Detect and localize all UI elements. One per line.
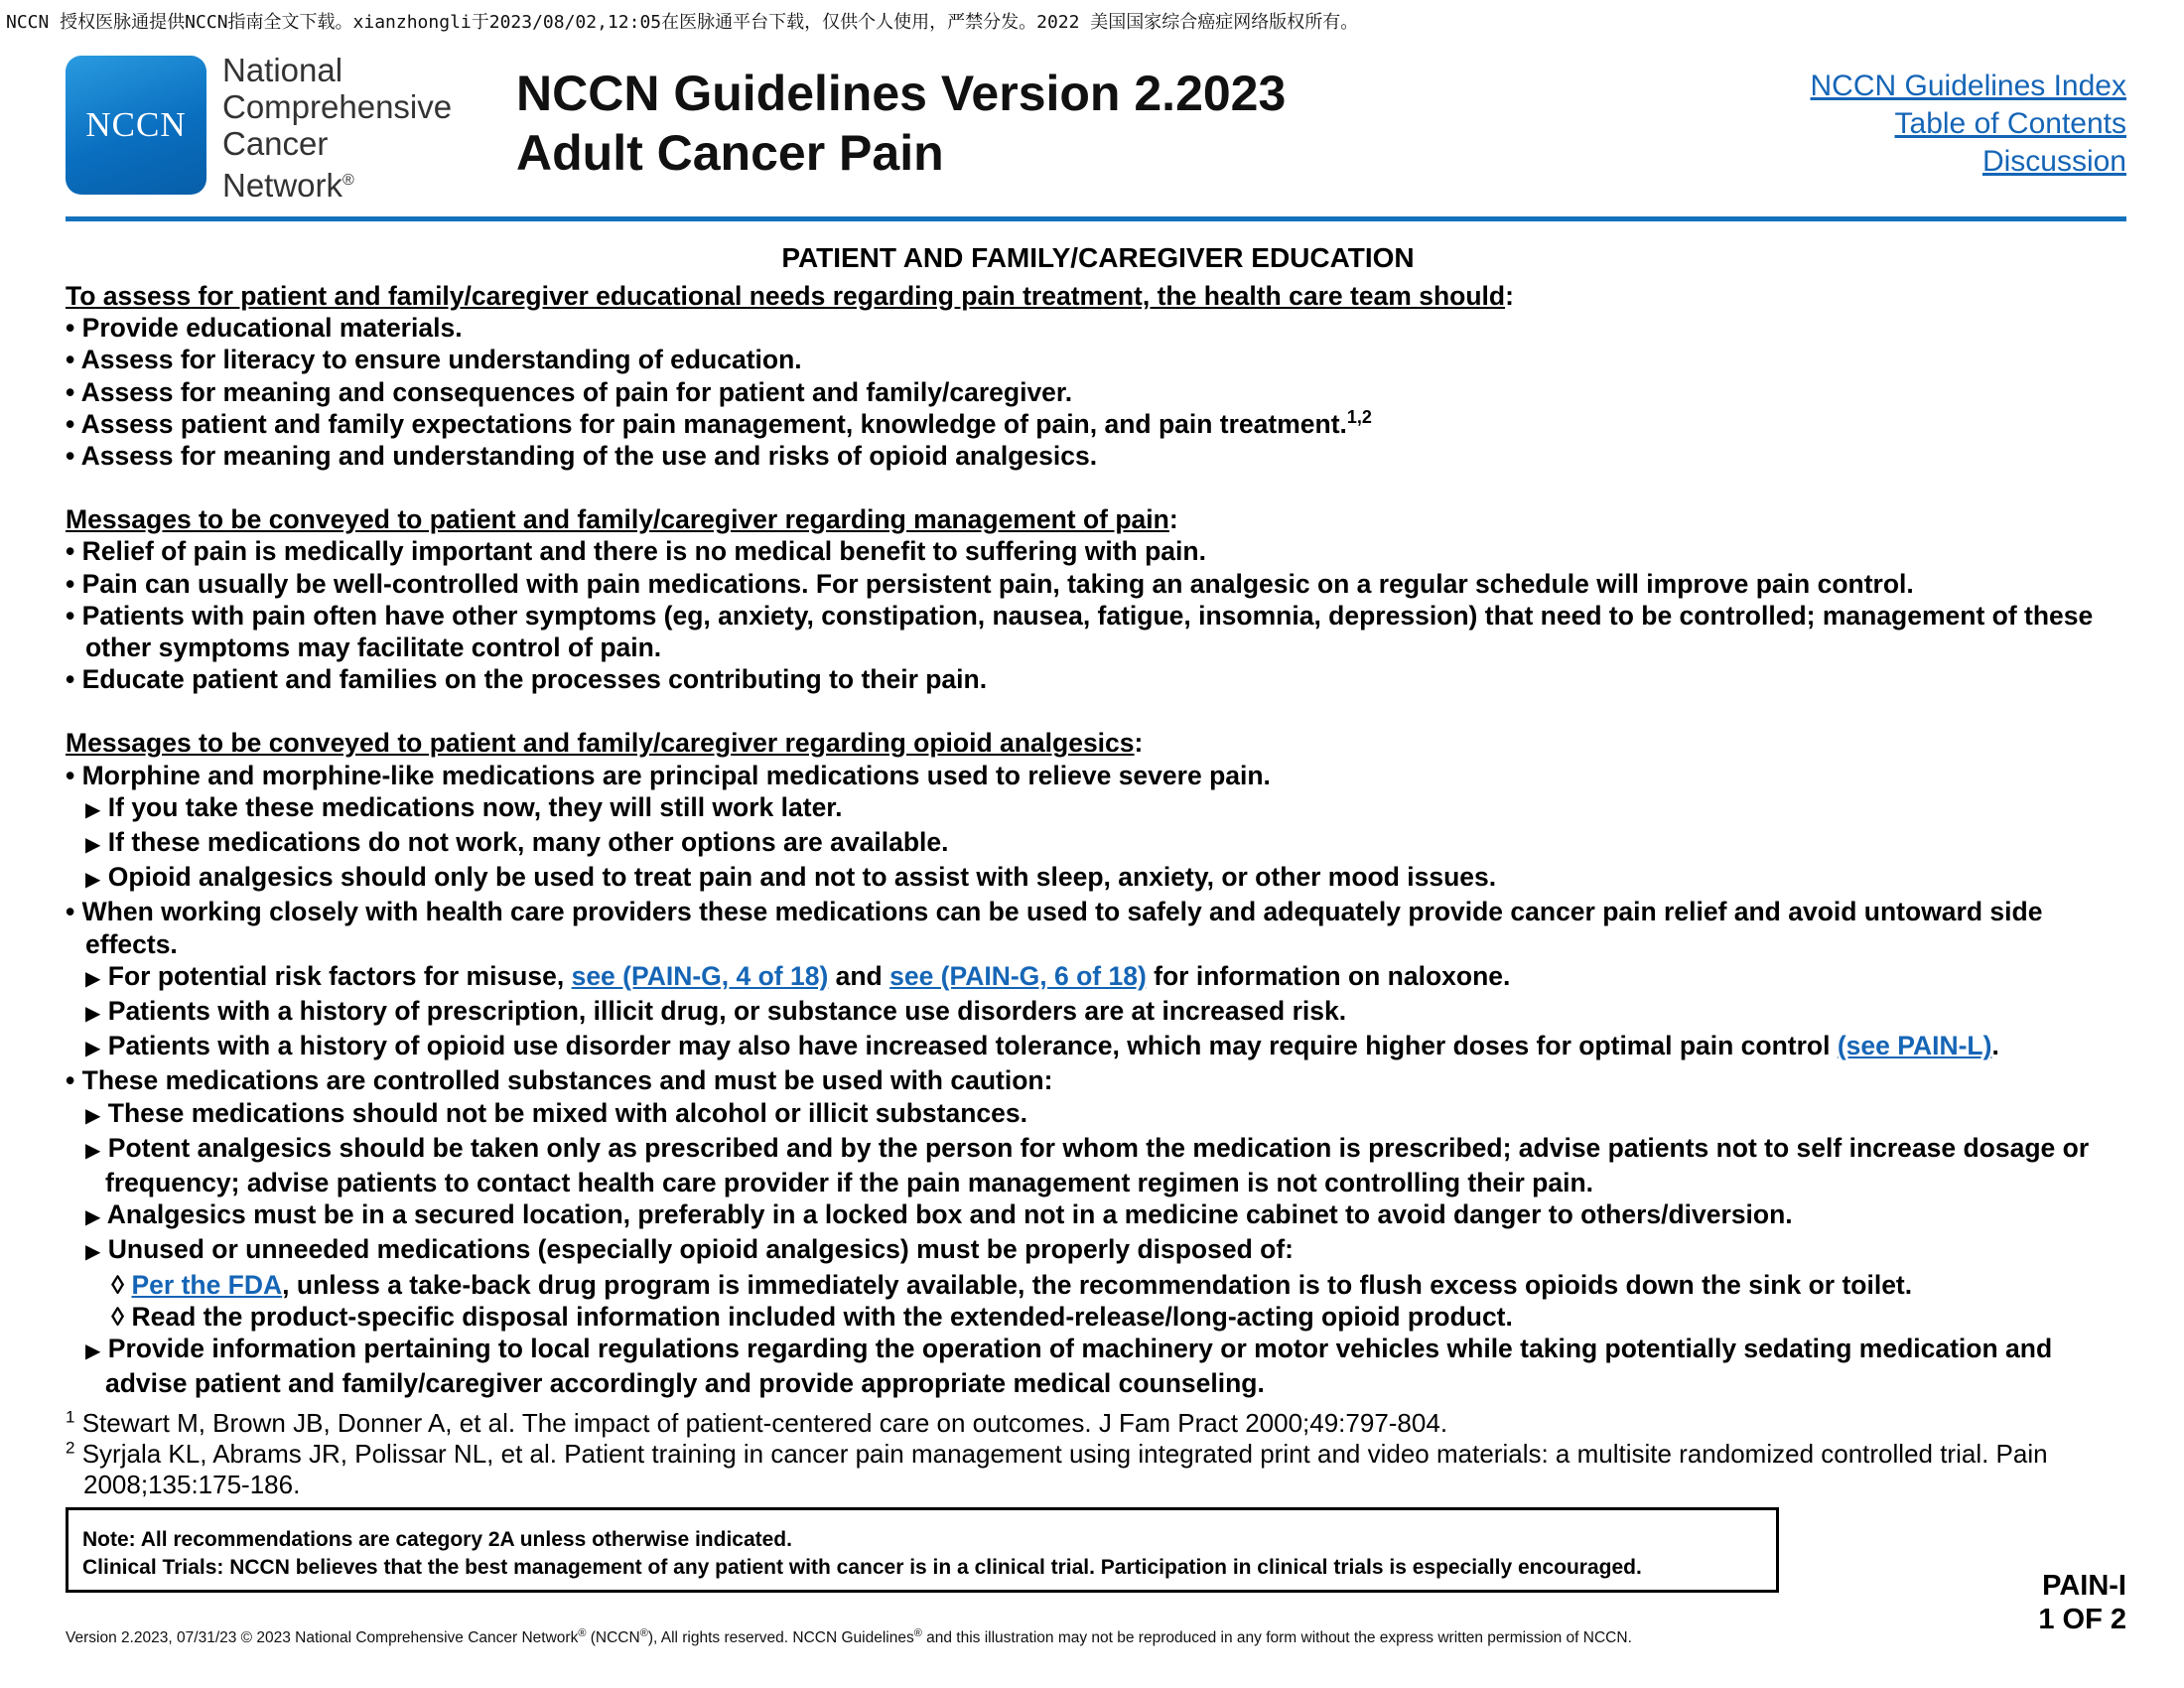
page-identifier [2038, 1569, 2126, 1636]
triangle-bullet-icon: ▶ [85, 798, 101, 821]
sub-list-item-text: Analgesics must be in a secured location, preferably in a locked box and not in a medicine cabinet to avoid danger to others/diversion. [106, 1199, 1793, 1230]
sub-list-item [66, 1132, 2130, 1198]
registered-mark: ® [578, 1626, 587, 1639]
org-line-1: National [222, 52, 343, 88]
nccn-logo [66, 56, 206, 195]
list-item-text: Educate patient and families on the processes contributing to their pain. [81, 664, 988, 695]
sub-list-item-text: . [1991, 1031, 1999, 1061]
table-of-contents-link[interactable]: Table of Contents [1894, 107, 2126, 140]
sub-list-item [66, 1198, 2130, 1233]
list-item: • Provide educational materials. [66, 313, 463, 344]
list-item: • When working closely with health care providers these medications can be used to safely and adequately provide cancer pain relief and avoid untoward side effects. [66, 897, 2043, 959]
clinical-trials-note: Clinical Trials: NCCN believes that the best management of any patient with cancer is in a clinical trial. Participation in clinical trials is especially encouraged. [82, 1556, 1642, 1579]
copyright-footer [66, 1626, 1632, 1647]
pain-messages-heading: Messages to be conveyed to patient and family/caregiver regarding management of pain: [66, 504, 1178, 535]
diamond-bullet-icon: ◊ [111, 1301, 125, 1332]
list-item: • Assess for meaning and consequences of pain for patient and family/caregiver. [66, 376, 1073, 407]
sub-list-item [66, 960, 2130, 995]
list-item-text: Assess patient and family expectations for pain management, knowledge of pain, and pain treatment. [80, 408, 1347, 439]
triangle-bullet-icon: ▶ [85, 869, 101, 892]
triangle-bullet-icon: ▶ [85, 967, 101, 990]
category-note: Note: All recommendations are category 2A unless otherwise indicated. [82, 1528, 792, 1551]
sub-list-item-text: Unused or unneeded medications (especially opioid analgesics) must be properly disposed of: [107, 1234, 1294, 1265]
triangle-bullet-icon: ▶ [85, 834, 101, 857]
assess-heading-text: To assess for patient and family/caregiver educational needs regarding pain treatment, the health care team should [66, 281, 1506, 311]
sub-list-item-text: Opioid analgesics should only be used to treat pain and not to assist with sleep, anxiety, or other mood issues. [107, 862, 1497, 893]
main-content [66, 240, 2130, 1400]
registered-mark: ® [913, 1626, 922, 1639]
sub-list-item-text: Potent analgesics should be taken only as prescribed and by the person for whom the medication is prescribed; advise patients not to self increase dosage or frequency; advise patients to contact health care provider if the pain management regimen is not controlling their pain. [105, 1132, 2090, 1198]
list-item-text: Morphine and morphine-like medications are principal medications used to relieve severe pain. [81, 760, 1271, 790]
sub-list-item-text: for information on naloxone. [1146, 960, 1511, 991]
guideline-topic: Adult Cancer Pain [516, 125, 944, 181]
registered-mark: ® [639, 1626, 648, 1639]
list-item: • Assess patient and family expectations for pain management, knowledge of pain, and pain treatment.$^{1,2}$ [66, 406, 1372, 439]
sub-list-item [66, 1233, 2130, 1268]
org-line-4-text: Network [222, 167, 343, 204]
note-box [66, 1507, 1779, 1593]
sub-list-item-text: Provide information pertaining to local regulations regarding the operation of machinery or motor vehicles while taking potentially sedating medication and advise patient and family/caregiver accordingly and provide appropriate medical counseling. [105, 1334, 2053, 1399]
list-item: • Assess for meaning and understanding of the use and risks of opioid analgesics. [66, 441, 1098, 472]
section-title: PATIENT AND FAMILY/CAREGIVER EDUCATION [781, 242, 1415, 273]
list-item: • Patients with pain often have other symptoms (eg, anxiety, constipation, nausea, fatigue, insomnia, depression) that need to be controlled; management of these other symptoms may facilitate control of pain. [66, 600, 2094, 663]
list-item: • Pain can usually be well-controlled with pain medications. For persistent pain, taking an analgesic on a regular schedule will improve pain control. [66, 568, 1914, 599]
list-item-text: Pain can usually be well-controlled with pain medications. For persistent pain, taking an analgesic on a regular schedule will improve pain control. [81, 568, 1914, 599]
footer-text: (NCCN [586, 1629, 640, 1646]
footer-text: and this illustration may not be reproduced in any form without the express written permission of NCCN. [921, 1629, 1632, 1646]
reference-item [66, 1408, 2130, 1439]
sub-list-item [66, 1333, 2130, 1399]
reference-item [66, 1439, 2130, 1500]
sub-list-item [66, 1030, 2130, 1064]
sub-list-item [66, 826, 2130, 861]
sub-list-item [66, 1097, 2130, 1132]
list-item-text: Assess for literacy to ensure understanding of education. [80, 345, 802, 375]
sub-list-item-text: If you take these medications now, they will still work later. [107, 791, 843, 822]
sub-list-item [66, 861, 2130, 896]
sub-sub-list-item [66, 1301, 2130, 1333]
sub-sub-list-item-text: , unless a take-back drug program is immediately available, the recommendation is to flush excess opioids down the sink or toilet. [282, 1269, 1913, 1300]
pain-l-link[interactable]: (see PAIN-L) [1837, 1031, 1992, 1061]
triangle-bullet-icon: ▶ [85, 1241, 101, 1264]
opioid-messages-heading: Messages to be conveyed to patient and family/caregiver regarding opioid analgesics: [66, 728, 1144, 759]
footer-text: ), All rights reserved. NCCN Guidelines [647, 1629, 914, 1646]
triangle-bullet-icon: ▶ [85, 1340, 101, 1363]
sub-list-item [66, 995, 2130, 1030]
reference-superscript: 1,2 [1346, 406, 1372, 427]
triangle-bullet-icon: ▶ [85, 1139, 101, 1162]
per-the-fda-link[interactable]: Per the FDA [131, 1269, 283, 1300]
organization-name [222, 52, 452, 204]
pain-messages-heading-text: Messages to be conveyed to patient and family/caregiver regarding management of pain [66, 504, 1169, 535]
pain-g-4-of-18-link[interactable]: see (PAIN-G, 4 of 18) [571, 960, 829, 991]
logo-text: NCCN [85, 105, 187, 144]
triangle-bullet-icon: ▶ [85, 1206, 101, 1229]
guidelines-version: NCCN Guidelines Version 2.2023 [516, 66, 1287, 121]
nav-links [1811, 68, 2126, 181]
footer-text: Version 2.2023, 07/31/23 © 2023 National Comprehensive Cancer Network [66, 1629, 579, 1646]
sub-list-item-text: Patients with a history of prescription, illicit drug, or substance use disorders are at increased risk. [107, 996, 1347, 1027]
header-divider [66, 216, 2126, 221]
list-item: • Morphine and morphine-like medications are principal medications used to relieve severe pain. [66, 760, 1271, 790]
assess-heading: To assess for patient and family/caregiver educational needs regarding pain treatment, the health care team should: [66, 281, 1514, 311]
reference-number: 2 [66, 1438, 75, 1458]
list-item-text: Relief of pain is medically important and there is no medical benefit to suffering with pain. [81, 536, 1206, 567]
triangle-bullet-icon: ▶ [85, 1104, 101, 1127]
list-item: • Assess for literacy to ensure understanding of education. [66, 345, 802, 375]
references [66, 1408, 2130, 1500]
sub-list-item-text: and [828, 960, 890, 991]
triangle-bullet-icon: ▶ [85, 1038, 101, 1060]
list-item-text: Assess for meaning and understanding of the use and risks of opioid analgesics. [80, 441, 1098, 472]
org-line-3: Cancer [222, 125, 329, 162]
registered-mark: ® [342, 172, 354, 189]
sub-sub-list-item [66, 1269, 2130, 1301]
triangle-bullet-icon: ▶ [85, 1003, 101, 1026]
discussion-link[interactable]: Discussion [1981, 145, 2126, 178]
reference-text: Stewart M, Brown JB, Donner A, et al. The impact of patient-centered care on outcomes. J Fam Pract 2000;49:797-804. [81, 1408, 1448, 1438]
org-line-2: Comprehensive [222, 88, 453, 125]
sub-sub-list-item-text: Read the product-specific disposal information included with the extended-release/long-acting opioid product. [131, 1301, 1513, 1332]
opioid-messages-heading-text: Messages to be conveyed to patient and family/caregiver regarding opioid analgesics [66, 728, 1135, 759]
sub-list-item-text: These medications should not be mixed with alcohol or illicit substances. [107, 1097, 1027, 1128]
sub-list-item-text: Patients with a history of opioid use disorder may also have increased tolerance, which may require higher doses for optimal pain control [107, 1031, 1838, 1061]
list-item-text: When working closely with health care providers these medications can be used to safely and adequately provide cancer pain relief and avoid untoward side effects. [81, 897, 2043, 959]
org-line-4 [222, 162, 452, 204]
reference-text: Syrjala KL, Abrams JR, Polissar NL, et al. Patient training in cancer pain management using integrated print and video materials: a multisite randomized controlled trial. Pain 2008;135:175-186. [81, 1439, 2048, 1499]
list-item-text: Patients with pain often have other symptoms (eg, anxiety, constipation, nausea, fatigue, insomnia, depression) that need to be controlled; management of these other symptoms may facilitate control of pain. [81, 600, 2094, 663]
list-item: • Relief of pain is medically important and there is no medical benefit to suffering with pain. [66, 536, 1206, 567]
pain-g-6-of-18-link[interactable]: see (PAIN-G, 6 of 18) [889, 960, 1147, 991]
list-item-text: Assess for meaning and consequences of pain for patient and family/caregiver. [80, 376, 1073, 407]
sub-list-item-text: For potential risk factors for misuse, [107, 960, 572, 991]
list-item-text: Provide educational materials. [81, 313, 463, 344]
guidelines-index-link[interactable]: NCCN Guidelines Index [1810, 70, 2126, 102]
reference-number: 1 [66, 1407, 75, 1427]
list-item-text: These medications are controlled substances and must be used with caution: [81, 1065, 1053, 1096]
page-title [516, 64, 1286, 183]
list-item: • Educate patient and families on the processes contributing to their pain. [66, 664, 988, 695]
page-number: 1 OF 2 [2038, 1604, 2126, 1635]
page-code: PAIN-I [2042, 1570, 2126, 1602]
download-watermark: NCCN 授权医脉通提供NCCN指南全文下载。xianzhongli于2023/08/02,12:05在医脉通平台下载，仅供个人使用，严禁分发。2022 美国国家综合癌症网络版权所有。 [6, 12, 1359, 33]
diamond-bullet-icon: ◊ [111, 1269, 125, 1300]
list-item: • These medications are controlled substances and must be used with caution: [66, 1065, 1053, 1096]
sub-list-item-text: If these medications do not work, many other options are available. [107, 827, 949, 858]
sub-list-item [66, 791, 2130, 826]
